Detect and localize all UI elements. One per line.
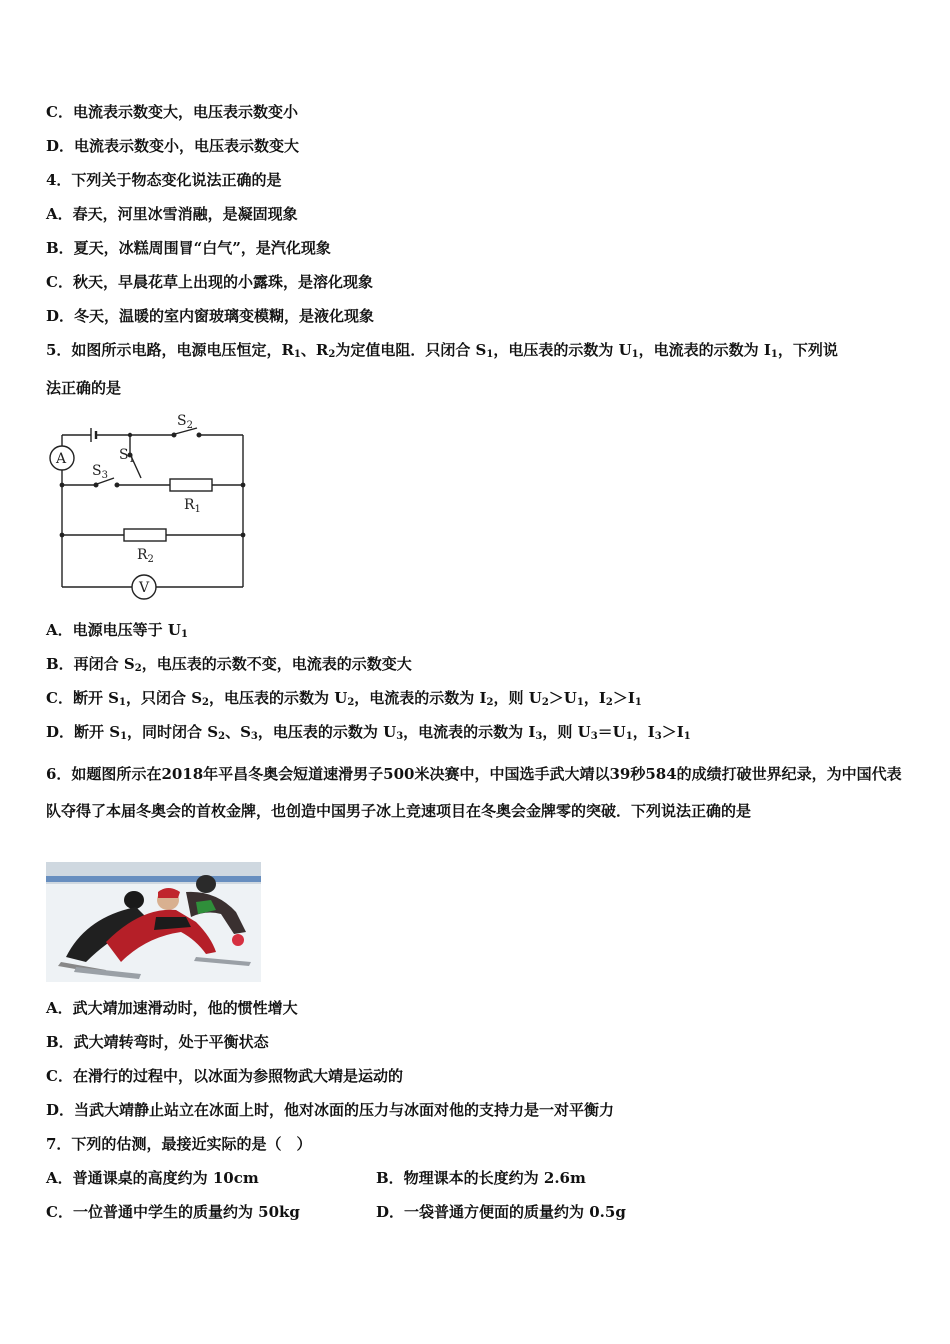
- q6-option-c: C．在滑行的过程中，以冰面为参照物武大靖是运动的: [46, 1067, 403, 1085]
- q5-option-a: A．电源电压等于 $U_1$: [46, 621, 188, 640]
- switch-s2-label: $S_2$: [177, 413, 193, 431]
- q5-circuit-diagram: [44, 408, 254, 604]
- q7-option-a: A．普通课桌的高度约为 10cm: [46, 1169, 259, 1187]
- q6-option-d: D．当武大靖静止站立在冰面上时，他对冰面的压力与冰面对他的支持力是一对平衡力: [46, 1101, 615, 1119]
- ammeter-label: A: [56, 451, 67, 467]
- q5-stem-line2: 法正确的是: [46, 379, 122, 397]
- q4-option-d: D．冬天，温暖的室内窗玻璃变模糊，是液化现象: [46, 307, 375, 325]
- q5-stem-line1: 5．如图所示电路，电源电压恒定，$R_1$、$R_2$为定值电阻．只闭合 $S_1$，电压表的示数为 $U_1$，电流表的示数为 $I_1$，下列说: [46, 341, 838, 360]
- q6-option-b: B．武大靖转弯时，处于平衡状态: [46, 1033, 269, 1051]
- q6-stem: 6．如题图所示在2018年平昌冬奥会短道速滑男子500米决赛中，中国选手武大靖以39秒584的成绩打破世界纪录，为中国代表队夺得了本届冬奥会的首枚金牌，也创造中国男子冰上竞速项目在冬奥会金牌零的突破．下列说法正确的是: [46, 765, 902, 820]
- q5-option-b: B．再闭合 $S_2$，电压表的示数不变，电流表的示数变大: [46, 655, 412, 674]
- q3-option-d: D．电流表示数变小，电压表示数变大: [46, 137, 300, 155]
- q4-option-b: B．夏天，冰糕周围冒“白气”，是汽化现象: [46, 239, 331, 257]
- resistor-r1: [170, 479, 212, 491]
- q7-option-b: B．物理课本的长度约为 2.6m: [376, 1169, 586, 1187]
- q5-option-d: D．断开 $S_1$，同时闭合 $S_2$、$S_3$，电压表的示数为 $U_3$，电流表的示数为 $I_3$，则 $U_3=U_1$，$I_3>I_1$: [46, 723, 691, 742]
- q7-option-c: C．一位普通中学生的质量约为 50kg: [46, 1203, 300, 1221]
- q6-option-a: A．武大靖加速滑动时，他的惯性增大: [46, 999, 298, 1017]
- q5-option-c: C．断开 $S_1$，只闭合 $S_2$，电压表的示数为 $U_2$，电流表的示数为 $I_2$，则 $U_2>U_1$，$I_2>I_1$: [46, 689, 642, 708]
- resistor-r2-label: $R_2$: [137, 547, 154, 565]
- q6-speed-skating-photo: [46, 862, 261, 982]
- switch-s1-label: $S_1$: [119, 447, 135, 465]
- q4-option-a: A．春天，河里冰雪消融，是凝固现象: [46, 205, 298, 223]
- q4-option-c: C．秋天，早晨花草上出现的小露珠，是溶化现象: [46, 273, 373, 291]
- resistor-r2: [124, 529, 166, 541]
- q3-option-c: C．电流表示数变大，电压表示数变小: [46, 103, 298, 121]
- voltmeter-label: V: [139, 580, 150, 596]
- q7-stem: 7．下列的估测，最接近实际的是（ ）: [46, 1135, 312, 1153]
- switch-s3-label: $S_3$: [92, 463, 108, 481]
- resistor-r1-label: $R_1$: [184, 497, 201, 515]
- q7-option-d: D．一袋普通方便面的质量约为 0.5g: [376, 1203, 626, 1221]
- q4-stem: 4．下列关于物态变化说法正确的是: [46, 171, 282, 189]
